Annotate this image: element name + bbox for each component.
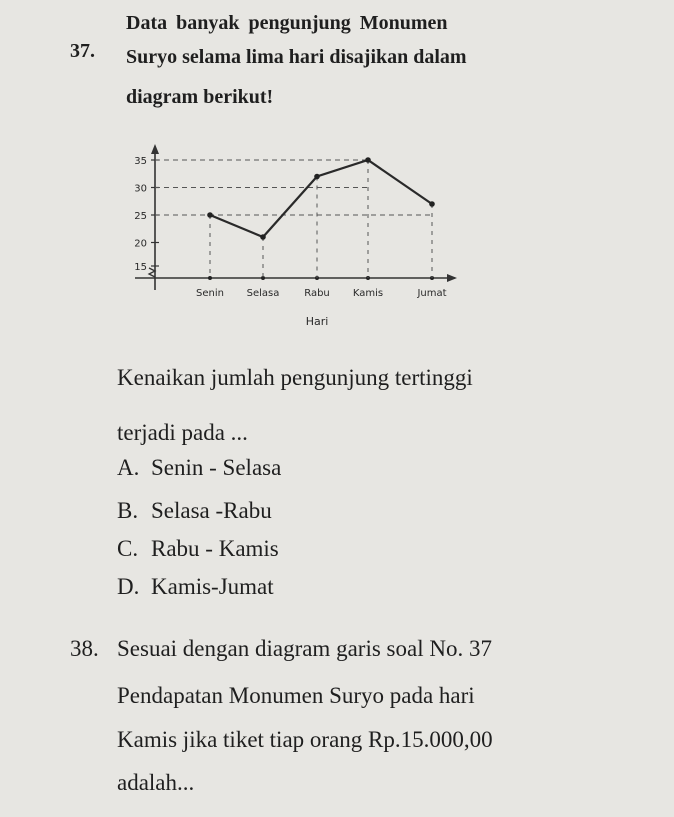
option-a-text: Senin - Selasa [151, 455, 282, 480]
y-tick-label-20: 20 [134, 238, 147, 250]
question-37-text-line-3: diagram berikut! [126, 86, 274, 108]
question-37-number: 37. [70, 40, 95, 62]
question-37-text-line-2: Suryo selama lima hari disajikan dalam [126, 46, 467, 68]
x-tick-label-jumat: Jumat [417, 288, 447, 299]
question-38-text-line-1: Sesuai dengan diagram garis soal No. 37 [117, 636, 492, 661]
option-b[interactable] [117, 498, 272, 524]
data-point-kamis [365, 157, 371, 163]
x-axis-title: Hari [305, 315, 329, 328]
option-a[interactable] [117, 455, 281, 481]
y-axis-break [149, 268, 155, 277]
visitor-line-chart [105, 140, 475, 340]
question-37-text-line-1: Data banyak pengunjung Monumen [126, 12, 448, 34]
data-point-selasa [260, 234, 266, 240]
option-a-label: A. [117, 455, 140, 480]
y-tick-label-30: 30 [134, 183, 147, 195]
y-tick-label-25: 25 [134, 211, 147, 222]
option-b-label: B. [117, 498, 139, 523]
series-line [210, 160, 432, 237]
data-point-jumat [429, 201, 435, 207]
x-tick-label-rabu: Rabu [304, 288, 330, 299]
option-b-text: Selasa -Rabu [151, 498, 272, 523]
question-37-prompt-line-1: Kenaikan jumlah pengunjung tertinggi [117, 365, 473, 390]
question-38-text-line-3: Kamis jika tiket tiap orang Rp.15.000,00 [117, 727, 493, 752]
option-c[interactable] [117, 536, 279, 562]
option-d[interactable] [117, 574, 274, 600]
question-37-prompt-line-2: terjadi pada ... [117, 420, 248, 445]
x-axis-arrow [447, 274, 457, 282]
y-axis-arrow [151, 144, 159, 154]
x-tick-label-selasa: Selasa [246, 288, 280, 299]
question-38-text-line-4: adalah... [117, 770, 195, 795]
visitor-series [155, 157, 435, 278]
y-tick-label-15: 15 [134, 262, 147, 273]
option-d-text: Kamis-Jumat [151, 574, 274, 599]
question-38-number: 38. [70, 636, 99, 661]
y-tick-label-35: 35 [134, 156, 147, 167]
data-point-senin [207, 212, 213, 218]
option-c-label: C. [117, 536, 139, 561]
option-d-label: D. [117, 574, 140, 599]
y-axis [134, 144, 159, 290]
x-axis [135, 274, 457, 282]
x-tick-label-kamis: Kamis [352, 288, 384, 299]
question-38-text-line-2: Pendapatan Monumen Suryo pada hari [117, 683, 475, 708]
option-c-text: Rabu - Kamis [151, 536, 279, 561]
data-point-rabu [314, 174, 320, 180]
x-tick-label-senin: Senin [196, 288, 224, 299]
axis-labels [196, 288, 447, 328]
